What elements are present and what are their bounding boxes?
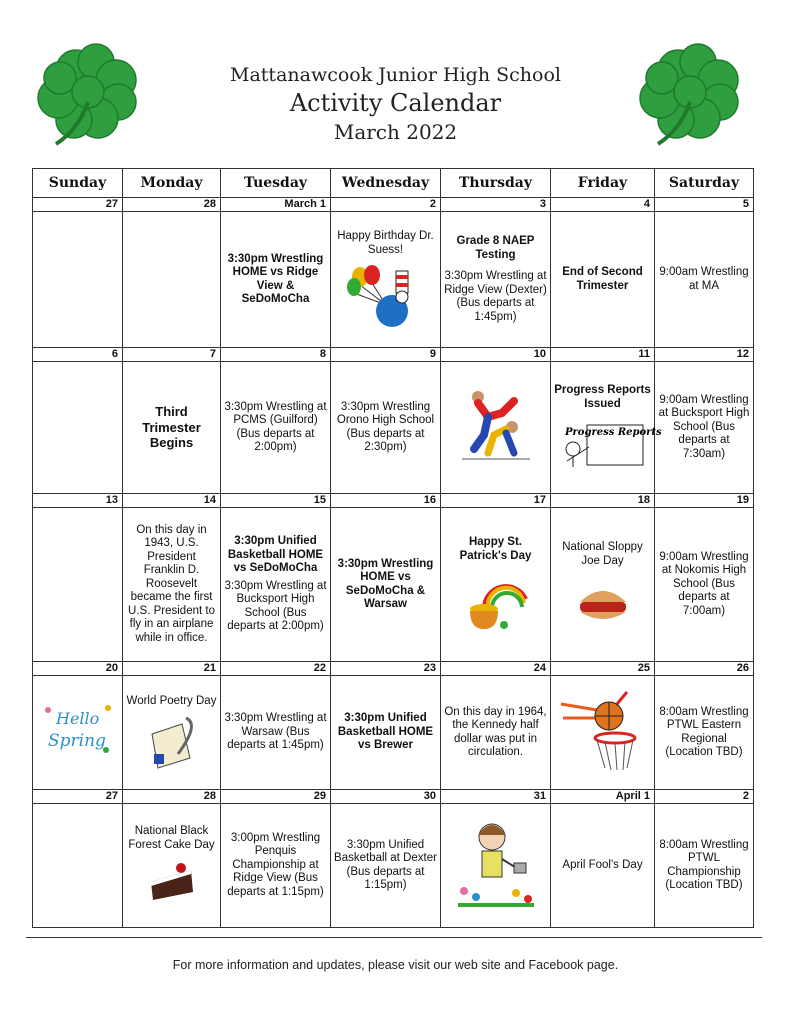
day-cell xyxy=(123,676,221,790)
day-cell xyxy=(33,804,123,928)
date-number: 21 xyxy=(123,662,221,676)
sloppy-joe-sandwich-icon xyxy=(576,582,630,628)
event-text: 9:00am Wrestling at Nokomis High School (Bus departs at 7:00am) xyxy=(659,550,749,617)
date-number: 2 xyxy=(655,790,754,804)
event-text: 9:00am Wrestling at MA xyxy=(659,266,749,292)
day-cell xyxy=(551,676,655,790)
day-cell xyxy=(551,804,655,928)
day-cell xyxy=(331,676,441,790)
event-text: 3:30pm Unified Basketball at Dexter (Bus departs at 1:15pm) xyxy=(334,838,437,891)
event-text: 3:30pm Wrestling at Bucksport High School (Bus departs at 2:00pm) xyxy=(224,579,327,633)
date-number: 17 xyxy=(441,494,551,508)
hello-spring-sign-icon xyxy=(40,700,116,760)
date-number: 25 xyxy=(551,662,655,676)
day-cell xyxy=(331,508,441,662)
event-text: World Poetry Day xyxy=(126,694,217,707)
footer-note: For more information and updates, please visit our web site and Facebook page. xyxy=(172,958,619,972)
day-cell xyxy=(33,508,123,662)
event-text: End of Second Trimester xyxy=(562,266,643,292)
event-title: Grade 8 NAEP Testing xyxy=(456,235,535,261)
date-number: 24 xyxy=(441,662,551,676)
month-title: March 2022 xyxy=(333,120,458,144)
day-cell xyxy=(655,212,754,348)
quill-and-scroll-icon xyxy=(142,714,202,770)
date-number: 11 xyxy=(551,348,655,362)
event-text: National Sloppy Joe Day xyxy=(562,541,643,567)
event-text: Progress Reports Issued xyxy=(554,384,651,410)
progress-reports-sign-icon xyxy=(559,417,662,471)
event-text: On this day in 1943, U.S. President Franklin D. Roosevelt became the first U.S. President to fly in an airplane while in office. xyxy=(128,523,215,644)
event-row xyxy=(33,804,754,928)
cat-in-the-hat-balloons-icon xyxy=(346,263,426,329)
day-cell xyxy=(221,508,331,662)
day-cell xyxy=(221,804,331,928)
calendar-header xyxy=(0,62,791,146)
day-cell xyxy=(33,676,123,790)
event-text: Third Trimester Begins xyxy=(142,404,201,451)
day-cell xyxy=(655,508,754,662)
event-text: 3:00pm Wrestling Penquis Championship at Ridge View (Bus departs at 1:15pm) xyxy=(227,831,324,898)
day-cell xyxy=(655,362,754,494)
day-cell xyxy=(123,804,221,928)
date-number: 18 xyxy=(551,494,655,508)
weekday-header: Tuesday xyxy=(221,169,331,198)
day-cell xyxy=(33,362,123,494)
event-text: National Black Forest Cake Day xyxy=(128,825,215,851)
day-cell xyxy=(221,676,331,790)
day-cell xyxy=(123,212,221,348)
date-number: 3 xyxy=(441,198,551,212)
day-cell xyxy=(551,212,655,348)
date-number: 31 xyxy=(441,790,551,804)
page-title: Activity Calendar xyxy=(289,89,502,117)
date-number: April 1 xyxy=(551,790,655,804)
event-text: 3:30pm Wrestling HOME vs Ridge View & SeDoMoCha xyxy=(227,252,324,305)
date-number: 8 xyxy=(221,348,331,362)
black-forest-cake-icon xyxy=(147,858,197,906)
event-text: Happy St. Patrick's Day xyxy=(459,536,532,562)
date-number: 23 xyxy=(331,662,441,676)
progress-reports-sign-text: Progress Reports xyxy=(564,427,662,438)
event-text: 3:30pm Wrestling at Ridge View (Dexter) (Bus departs at 1:45pm) xyxy=(444,270,547,323)
event-text: 9:00am Wrestling at Bucksport High School (Bus departs at 7:30am) xyxy=(658,393,750,460)
date-row xyxy=(33,662,754,676)
girl-watering-flowers-icon xyxy=(454,813,538,913)
school-name: Mattanawcook Junior High School xyxy=(230,64,561,86)
day-cell xyxy=(441,804,551,928)
date-number: 19 xyxy=(655,494,754,508)
day-cell xyxy=(331,804,441,928)
day-cell xyxy=(221,362,331,494)
event-text: 8:00am Wrestling PTWL Championship (Location TBD) xyxy=(659,838,749,891)
calendar-grid xyxy=(32,168,754,928)
date-number: 26 xyxy=(655,662,754,676)
event-text: 3:30pm Wrestling HOME vs SeDoMoCha & Warsaw xyxy=(337,557,434,610)
day-cell xyxy=(655,804,754,928)
event-text: On this day in 1964, the Kennedy half dollar was put in circulation. xyxy=(444,705,547,758)
date-number: 30 xyxy=(331,790,441,804)
weekday-header-row xyxy=(33,169,754,198)
event-title: 3:30pm Unified Basketball HOME vs SeDoMoCha xyxy=(227,535,324,575)
event-row xyxy=(33,508,754,662)
date-number: 10 xyxy=(441,348,551,362)
day-cell xyxy=(33,212,123,348)
date-row xyxy=(33,198,754,212)
date-number: 12 xyxy=(655,348,754,362)
day-cell xyxy=(441,362,551,494)
weekday-header: Sunday xyxy=(33,169,123,198)
weekday-header: Thursday xyxy=(441,169,551,198)
event-text: 3:30pm Wrestling at PCMS (Guilford) (Bus departs at 2:00pm) xyxy=(224,400,327,453)
date-number: 13 xyxy=(33,494,123,508)
date-row xyxy=(33,494,754,508)
date-row xyxy=(33,348,754,362)
day-cell xyxy=(331,362,441,494)
event-text: 3:30pm Wrestling at Warsaw (Bus departs at 1:45pm) xyxy=(224,712,327,752)
date-number: 5 xyxy=(655,198,754,212)
date-number: 2 xyxy=(331,198,441,212)
date-number: 16 xyxy=(331,494,441,508)
day-cell xyxy=(441,676,551,790)
weekday-header: Saturday xyxy=(655,169,754,198)
event-text: 8:00am Wrestling PTWL Eastern Regional (Location TBD) xyxy=(659,705,749,758)
day-cell xyxy=(123,508,221,662)
date-number: March 1 xyxy=(221,198,331,212)
wrestlers-icon xyxy=(454,383,538,467)
date-number: 14 xyxy=(123,494,221,508)
weekday-header: Friday xyxy=(551,169,655,198)
date-number: 4 xyxy=(551,198,655,212)
day-cell xyxy=(123,362,221,494)
date-row xyxy=(33,790,754,804)
date-number: 9 xyxy=(331,348,441,362)
day-cell xyxy=(441,508,551,662)
day-cell xyxy=(655,676,754,790)
event-text: Happy Birthday Dr. Suess! xyxy=(337,230,434,256)
weekday-header: Monday xyxy=(123,169,221,198)
date-number: 6 xyxy=(33,348,123,362)
bottom-rule xyxy=(26,937,762,938)
weekday-header: Wednesday xyxy=(331,169,441,198)
event-text: 3:30pm Unified Basketball HOME vs Brewer xyxy=(337,712,434,752)
date-number: 28 xyxy=(123,198,221,212)
date-number: 27 xyxy=(33,790,123,804)
event-row xyxy=(33,676,754,790)
event-row xyxy=(33,212,754,348)
date-number: 28 xyxy=(123,790,221,804)
hello-spring-top-text: Hello xyxy=(55,709,99,729)
date-number: 22 xyxy=(221,662,331,676)
hello-spring-bottom-text: Spring xyxy=(47,731,106,752)
date-number: 7 xyxy=(123,348,221,362)
basketball-hoop-icon xyxy=(557,684,649,776)
day-cell xyxy=(221,212,331,348)
event-text: April Fool's Day xyxy=(562,858,643,871)
date-number: 15 xyxy=(221,494,331,508)
event-row xyxy=(33,362,754,494)
date-number: 29 xyxy=(221,790,331,804)
date-number: 27 xyxy=(33,198,123,212)
day-cell xyxy=(551,508,655,662)
date-number: 20 xyxy=(33,662,123,676)
day-cell xyxy=(441,212,551,348)
day-cell xyxy=(331,212,441,348)
event-text: 3:30pm Wrestling Orono High School (Bus departs at 2:30pm) xyxy=(336,400,435,453)
rainbow-pot-of-gold-icon xyxy=(464,569,528,633)
day-cell xyxy=(551,362,662,494)
